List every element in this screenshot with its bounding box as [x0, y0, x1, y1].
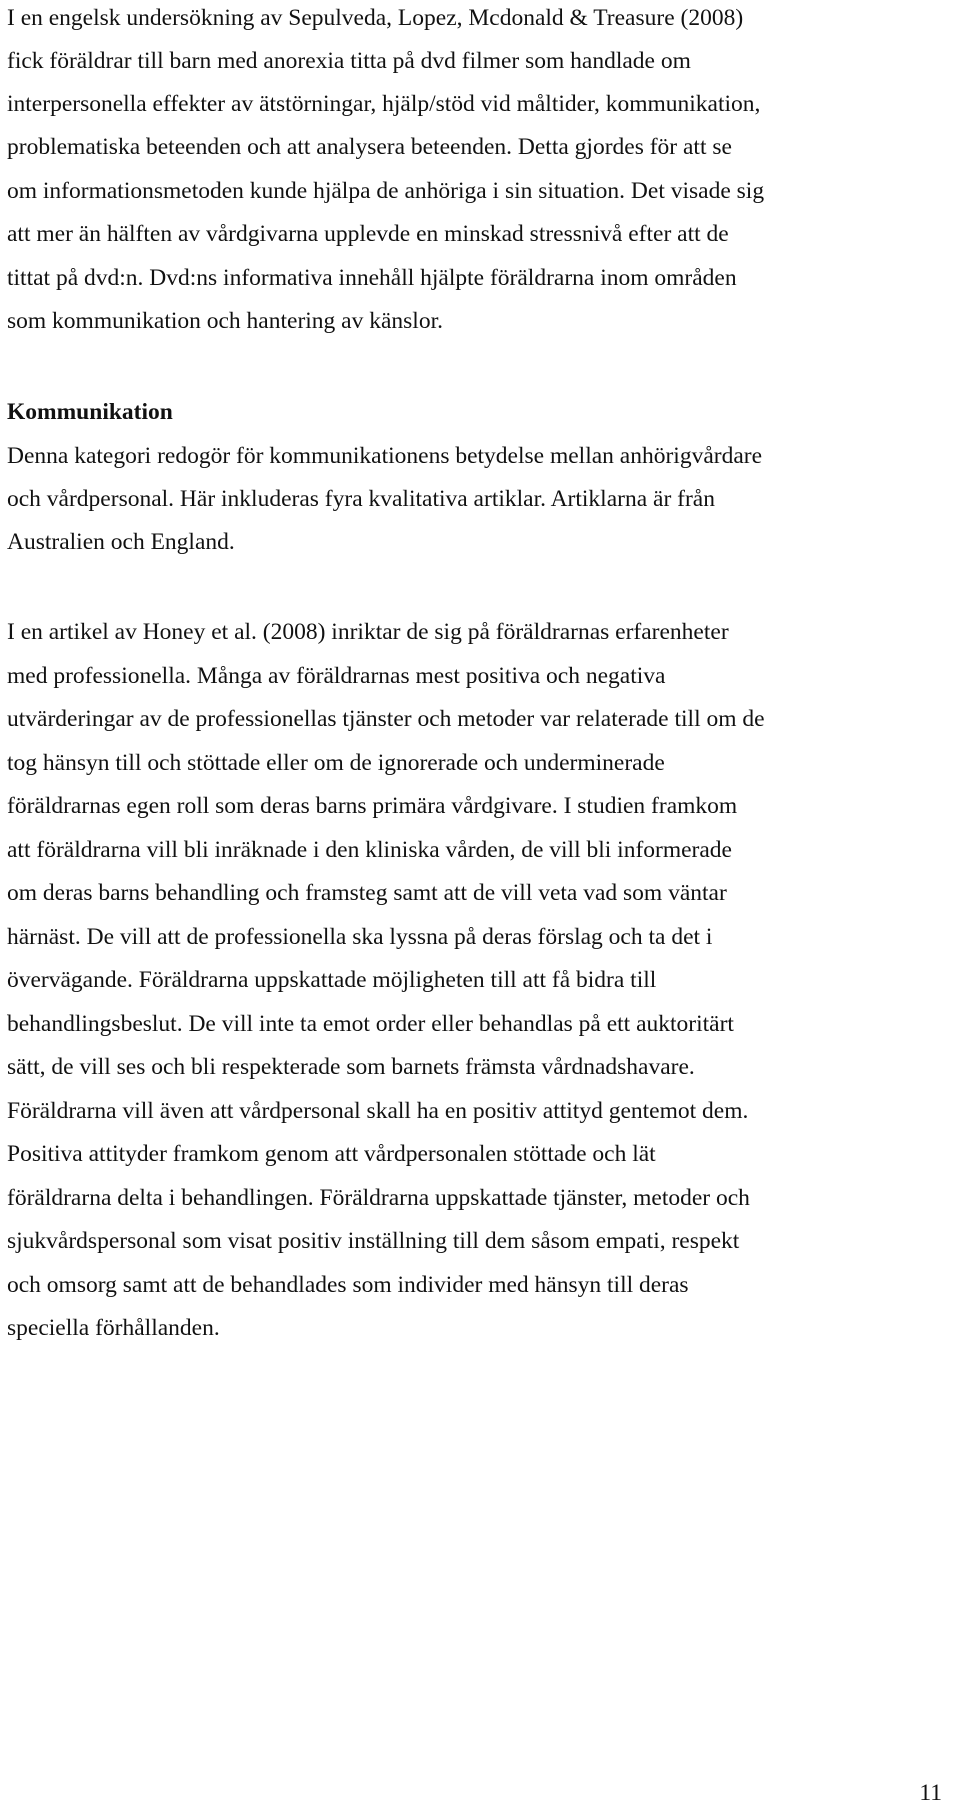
text-line: sjukvårdspersonal som visat positiv inställning till dem såsom empati, respekt	[7, 1228, 740, 1254]
text-line: och omsorg samt att de behandlades som individer med hänsyn till deras	[7, 1272, 689, 1298]
page-number: 11	[919, 1780, 942, 1806]
text-line: Positiva attityder framkom genom att vårdpersonalen stöttade och lät	[7, 1141, 656, 1167]
text-line: behandlingsbeslut. De vill inte ta emot order eller behandlas på ett auktoritärt	[7, 1011, 734, 1037]
text-line: fick föräldrar till barn med anorexia titta på dvd filmer som handlade om	[7, 48, 691, 74]
text-line: med professionella. Många av föräldrarnas mest positiva och negativa	[7, 663, 666, 689]
text-line: problematiska beteenden och att analysera beteenden. Detta gjordes för att se	[7, 134, 732, 160]
text-line: föräldrarnas egen roll som deras barns primära vårdgivare. I studien framkom	[7, 793, 738, 819]
text-line: om deras barns behandling och framsteg samt att de vill veta vad som väntar	[7, 880, 727, 906]
text-line: I en engelsk undersökning av Sepulveda, Lopez, Mcdonald & Treasure (2008)	[7, 5, 744, 31]
text-line: Australien och England.	[7, 529, 235, 555]
text-line: och vårdpersonal. Här inkluderas fyra kvalitativa artiklar. Artiklarna är från	[7, 486, 715, 512]
text-line: om informationsmetoden kunde hjälpa de anhöriga i sin situation. Det visade sig	[7, 178, 765, 204]
text-line: I en artikel av Honey et al. (2008) inriktar de sig på föräldrarnas erfarenheter	[7, 619, 729, 645]
section-heading: Kommunikation	[7, 399, 173, 425]
text-line: att mer än hälften av vårdgivarna upplevde en minskad stressnivå efter att de	[7, 221, 729, 247]
text-line: att föräldrarna vill bli inräknade i den kliniska vården, de vill bli informerade	[7, 837, 732, 863]
text-line: som kommunikation och hantering av känslor.	[7, 308, 443, 334]
text-line: Denna kategori redogör för kommunikationens betydelse mellan anhörigvårdare	[7, 443, 763, 469]
text-line: sätt, de vill ses och bli respekterade som barnets främsta vårdnadshavare.	[7, 1054, 695, 1080]
text-line: speciella förhållanden.	[7, 1315, 220, 1341]
text-line: utvärderingar av de professionellas tjänster och metoder var relaterade till om de	[7, 706, 765, 732]
text-line: övervägande. Föräldrarna uppskattade möjligheten till att få bidra till	[7, 967, 657, 993]
text-line: interpersonella effekter av ätstörningar, hjälp/stöd vid måltider, kommunikation,	[7, 91, 761, 117]
text-line: tittat på dvd:n. Dvd:ns informativa innehåll hjälpte föräldrarna inom områden	[7, 265, 737, 291]
text-line: föräldrarna delta i behandlingen. Föräldrarna uppskattade tjänster, metoder och	[7, 1185, 750, 1211]
text-line: härnäst. De vill att de professionella ska lyssna på deras förslag och ta det i	[7, 924, 713, 950]
text-line: Föräldrarna vill även att vårdpersonal skall ha en positiv attityd gentemot dem.	[7, 1098, 749, 1124]
text-line: tog hänsyn till och stöttade eller om de ignorerade och underminerade	[7, 750, 665, 776]
